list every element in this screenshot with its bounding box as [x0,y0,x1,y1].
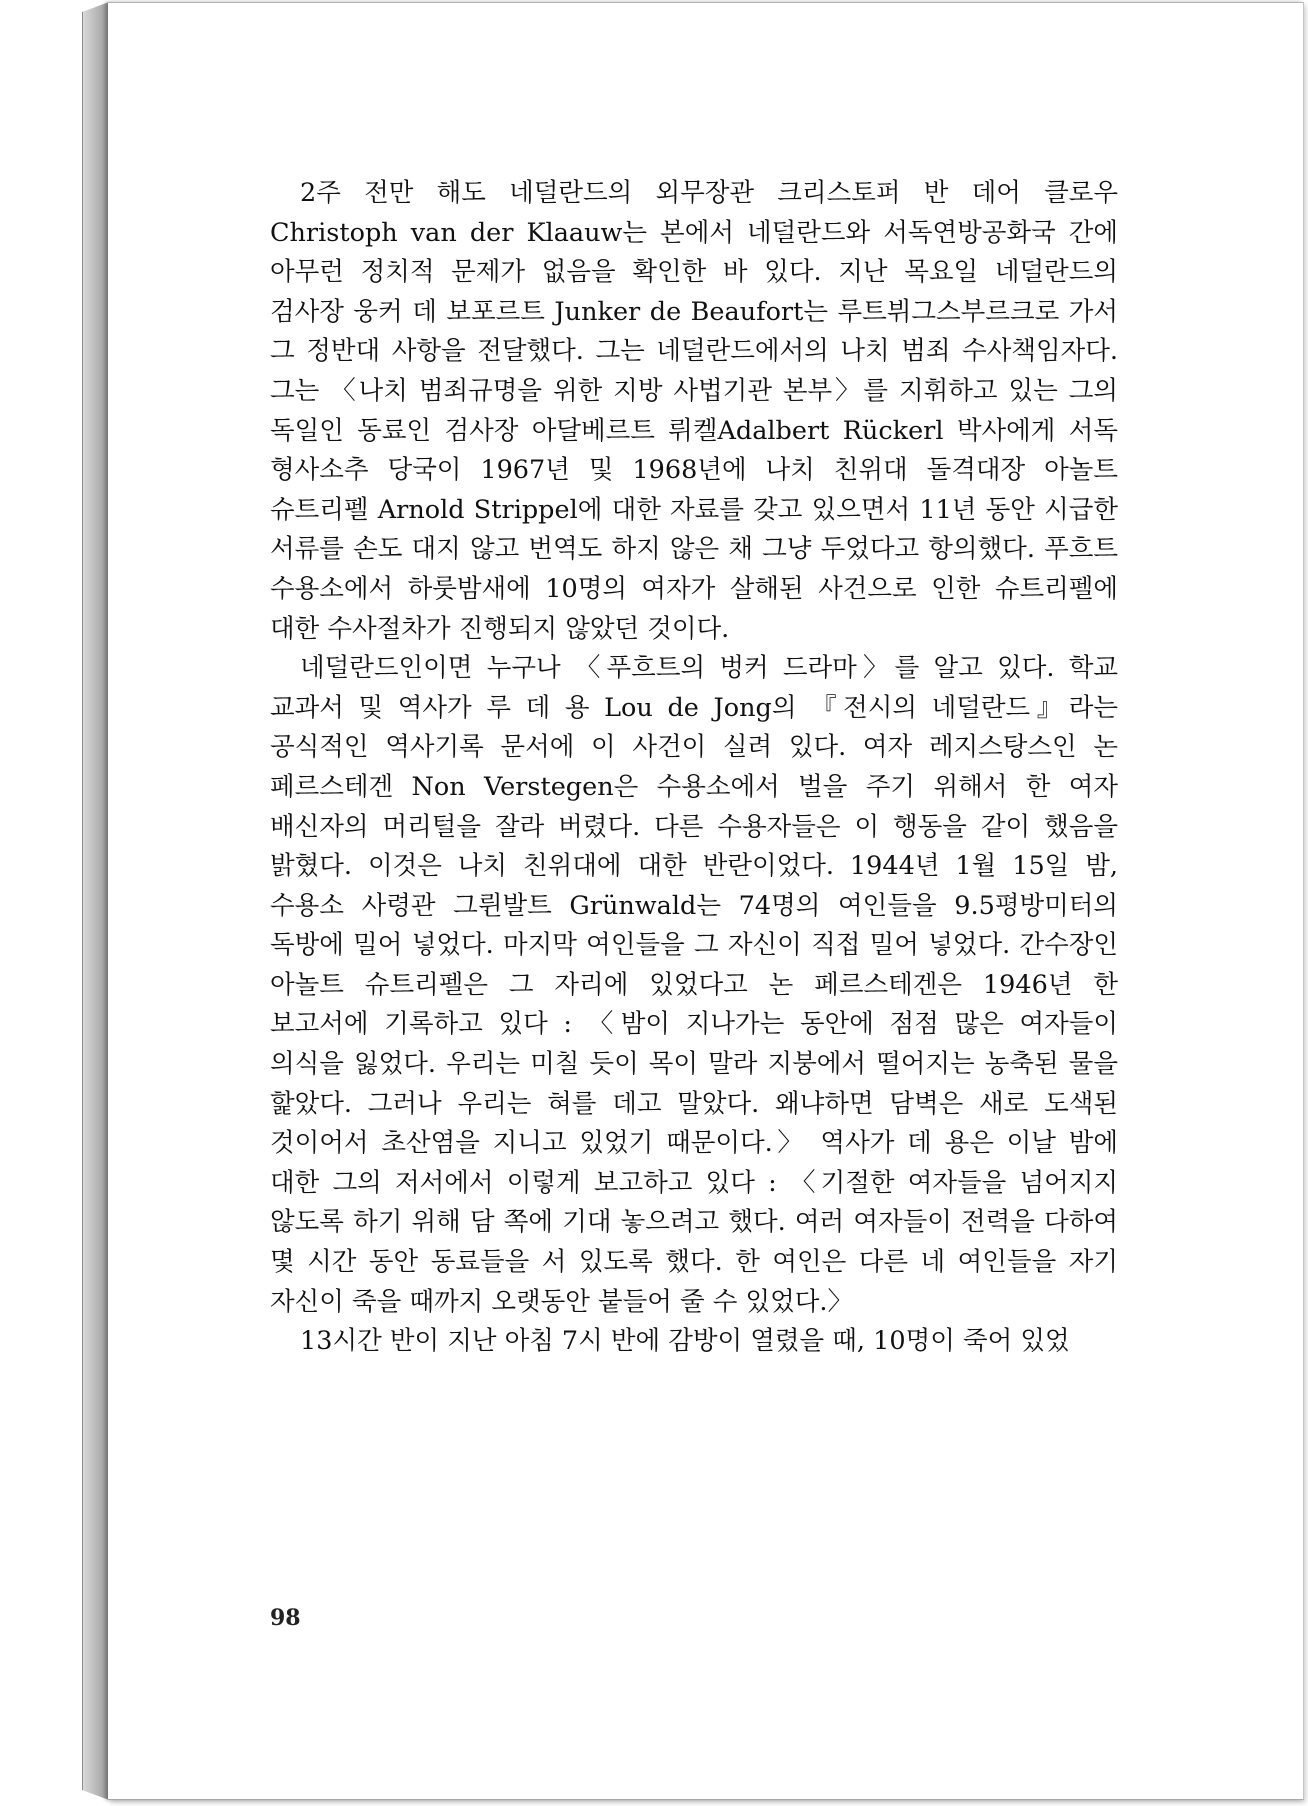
body-text [270,174,1118,1362]
book-spine [82,2,109,1800]
paragraph-1: 2주 전만 해도 네덜란드의 외무장관 크리스토퍼 반 데어 클로우 Christoph van der Klaauw는 본에서 네덜란드와 서독연방공화국 간에 아무런 정치적 문제가 없음을 확인한 바 있다. 지난 목요일 네덜란드의 검사장 웅커 데 보포르트 Junker de Beaufort는 루트뷔그스부르크로 가서 그 정반대 사항을 전달했다. 그는 네덜란드에서의 나치 범죄 수사책임자다. 그는 〈나치 범죄규명을 위한 지방 사법기관 본부〉를 지휘하고 있는 그의 독일인 동료인 검사장 아달베르트 뤼켈Adalbert Rückerl 박사에게 서독 형사소추 당국이 1967년 및 1968년에 나치 친위대 돌격대장 아놀트 슈트리펠 Arnold Strippel에 대한 자료를 갖고 있으면서 11년 동안 시급한 서류를 손도 대지 않고 번역도 하지 않은 채 그냥 두었다고 항의했다. 푸흐트 수용소에서 하룻밤새에 10명의 여자가 살해된 사건으로 인한 슈트리펠에 대한 수사절차가 진행되지 않았던 것이다. [270,178,1118,644]
page-number: 98 [270,1605,301,1631]
paragraph-2: 네덜란드인이면 누구나 〈푸흐트의 벙커 드라마〉를 알고 있다. 학교 교과서 및 역사가 루 데 용 Lou de Jong의 『전시의 네덜란드』라는 공식적인 역사기록 문서에 이 사건이 실려 있다. 여자 레지스탕스인 논 페르스테겐 Non Verstegen은 수용소에서 벌을 주기 위해서 한 여자 배신자의 머리털을 잘라 버렸다. 다른 수용자들은 이 행동을 같이 했음을 밝혔다. 이것은 나치 친위대에 대한 반란이었다. 1944년 1월 15일 밤, 수용소 사령관 그륀발트 Grünwald는 74명의 여인들을 9.5평방미터의 독방에 밀어 넣었다. 마지막 여인들을 그 자신이 직접 밀어 넣었다. 간수장인 아놀트 슈트리펠은 그 자리에 있었다고 논 페르스테겐은 1946년 한 보고서에 기록하고 있다 : 〈밤이 지나가는 동안에 점점 많은 여자들이 의식을 잃었다. 우리는 미칠 듯이 목이 말라 지붕에서 떨어지는 농축된 물을 핥았다. 그러나 우리는 혀를 데고 말았다. 왜냐하면 담벽은 새로 도색된 것이어서 초산염을 지니고 있었기 때문이다.〉 역사가 데 용은 이날 밤에 대한 그의 저서에서 이렇게 보고하고 있다 : 〈기절한 여자들을 넘어지지 않도록 하기 위해 담 쪽에 기대 놓으려고 했다. 여러 여자들이 전력을 다하여 몇 시간 동안 동료들을 서 있도록 했다. 한 여인은 다른 네 여인들을 자기 자신이 죽을 때까지 오랫동안 붙들어 줄 수 있었다.〉 [270,653,1118,1317]
paragraph-3: 13시간 반이 지난 아침 7시 반에 감방이 열렸을 때, 10명이 죽어 있었 [300,1326,1070,1357]
